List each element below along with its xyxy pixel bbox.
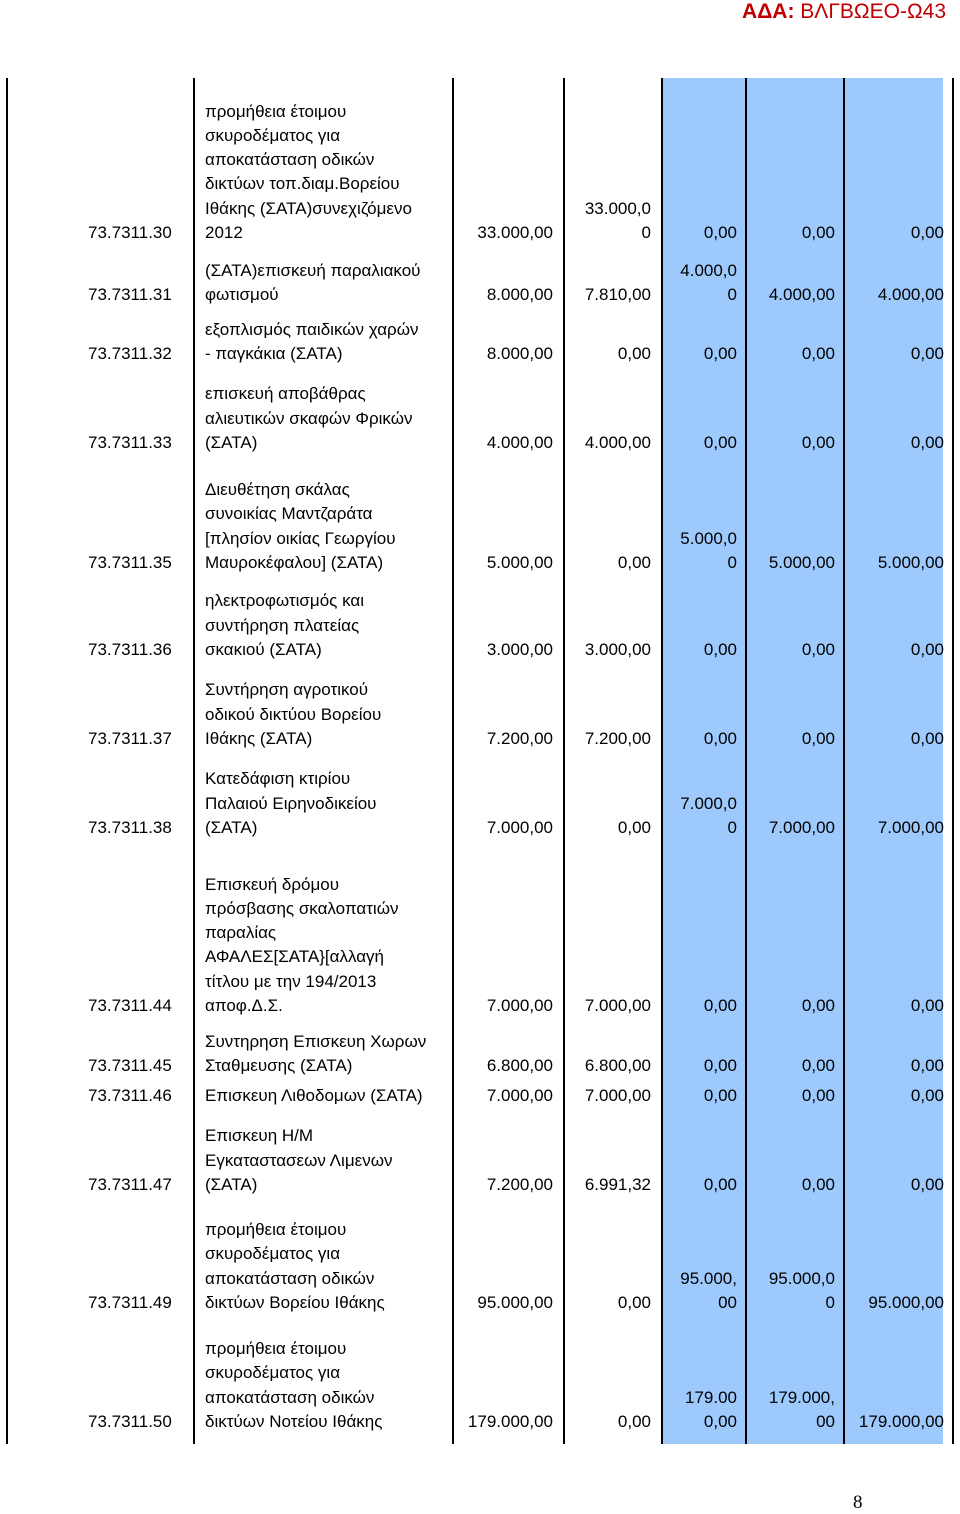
description-line: Σταθμευσης (ΣΑΤΑ) <box>205 1055 353 1075</box>
amount-line: 7.000,00 <box>486 995 553 1015</box>
row-code: 73.7311.49 <box>88 1292 172 1312</box>
row-description <box>205 382 412 455</box>
amount-line: 0,00 <box>703 995 737 1015</box>
description-line: αποκατάσταση οδικών <box>205 150 375 170</box>
amount-c4 <box>802 1084 835 1108</box>
description-line: [πλησίον οικίας Γεωργίου <box>205 528 396 548</box>
description-line: επισκευή αποβάθρας <box>205 384 366 404</box>
amount-line: 0,00 <box>703 1174 737 1194</box>
description-line: Επισκευη Η/Μ <box>205 1126 314 1146</box>
amount-c2 <box>585 1054 651 1078</box>
amount-line: 0,00 <box>910 1085 944 1105</box>
row-description <box>205 678 381 751</box>
amount-line: 7.000,00 <box>768 817 835 837</box>
row-code: 73.7311.33 <box>88 432 172 452</box>
amount-line: 00 <box>718 1292 737 1312</box>
description-line: αποκατάσταση οδικών <box>205 1268 375 1288</box>
amount-c4 <box>769 1386 835 1434</box>
description-line: δικτύων Βορείου Ιθάκης <box>205 1292 385 1312</box>
description-line: προμήθεια έτοιμου <box>205 1339 347 1359</box>
description-line: συντήρηση πλατείας <box>205 615 360 635</box>
amount-line: 0,00 <box>910 1174 944 1194</box>
amount-c4 <box>802 994 835 1018</box>
amount-line: 0,00 <box>617 343 651 363</box>
amount-line: 8.000,00 <box>486 343 553 363</box>
amount-line: 0,00 <box>801 343 835 363</box>
description-line: (ΣΑΤΑ) <box>205 432 258 452</box>
amount-line: 179.000,00 <box>467 1411 553 1431</box>
amount-c1 <box>487 638 553 662</box>
description-line: Ιθάκης (ΣΑΤΑ) <box>205 728 313 748</box>
row-code: 73.7311.37 <box>88 728 172 748</box>
row-description <box>205 318 418 366</box>
amount-line: 0,00 <box>617 1411 651 1431</box>
amount-c5 <box>911 431 944 455</box>
amount-c5 <box>868 1291 944 1315</box>
row-code: 73.7311.36 <box>88 639 172 659</box>
amount-line: 0,00 <box>910 1055 944 1075</box>
amount-c3 <box>704 342 737 366</box>
amount-c5 <box>911 221 944 245</box>
amount-c3 <box>704 1173 737 1197</box>
amount-c4 <box>769 1267 835 1315</box>
amount-line: 6.800,00 <box>486 1055 553 1075</box>
amount-line: 0,00 <box>801 728 835 748</box>
table-divider <box>745 78 747 1444</box>
amount-line: 0,00 <box>703 1085 737 1105</box>
amount-c4 <box>802 1173 835 1197</box>
description-line: Ιθάκης (ΣΑΤΑ)συνεχιζόμενο <box>205 198 412 218</box>
amount-c2 <box>585 1084 651 1108</box>
table-divider <box>452 78 454 1444</box>
row-code: 73.7311.46 <box>88 1085 172 1105</box>
description-line: συνοικίας Μαντζαράτα <box>205 504 373 524</box>
amount-c1 <box>477 221 553 245</box>
amount-line: 95.000,00 <box>477 1292 553 1312</box>
amount-c2 <box>618 1291 651 1315</box>
amount-c3 <box>680 527 737 575</box>
row-code: 73.7311.31 <box>88 284 172 304</box>
amount-line: 0,00 <box>801 639 835 659</box>
amount-c4 <box>769 816 835 840</box>
amount-c3 <box>704 1054 737 1078</box>
row-description <box>205 1084 423 1108</box>
amount-line: 0 <box>727 817 737 837</box>
amount-line: 95.000, <box>680 1268 737 1288</box>
amount-line: 7.200,00 <box>486 1174 553 1194</box>
description-line: αποκατάσταση οδικών <box>205 1387 375 1407</box>
row-code: 73.7311.35 <box>88 552 172 572</box>
amount-line: 0,00 <box>801 1174 835 1194</box>
amount-c5 <box>911 994 944 1018</box>
amount-line: 0,00 <box>703 432 737 452</box>
amount-line: 7.000,00 <box>584 1085 651 1105</box>
amount-c1 <box>487 727 553 751</box>
row-description <box>205 589 364 662</box>
amount-line: 4.000,00 <box>584 432 651 452</box>
amount-c2 <box>585 431 651 455</box>
amount-c2 <box>618 1410 651 1434</box>
row-code: 73.7311.45 <box>88 1055 172 1075</box>
page-number: 8 <box>853 1492 863 1513</box>
amount-line: 5.000,0 <box>680 528 737 548</box>
row-code: 73.7311.47 <box>88 1174 172 1194</box>
description-line: δικτύων τοπ.διαμ.Βορείου <box>205 174 400 194</box>
row-description <box>205 1218 385 1315</box>
amount-line: 179.00 <box>685 1387 737 1407</box>
description-line: παραλίας <box>205 923 277 943</box>
table-divider <box>193 78 195 1444</box>
amount-line: 0 <box>727 552 737 572</box>
amount-c2 <box>618 816 651 840</box>
amount-c3 <box>704 1084 737 1108</box>
description-line: Μαυροκέφαλου] (ΣΑΤΑ) <box>205 552 384 572</box>
description-line: προμήθεια έτοιμου <box>205 1220 347 1240</box>
description-line: Εγκαταστασεων Λιμενων <box>205 1150 393 1170</box>
amount-c4 <box>769 551 835 575</box>
amount-c1 <box>487 342 553 366</box>
amount-line: 179.000, <box>768 1387 835 1407</box>
amount-line: 7.000,00 <box>486 817 553 837</box>
amount-line: 95.000,0 <box>768 1268 835 1288</box>
amount-line: 6.991,32 <box>584 1174 651 1194</box>
amount-c1 <box>487 431 553 455</box>
amount-line: 0,00 <box>910 728 944 748</box>
amount-line: 0,00 <box>801 995 835 1015</box>
amount-c1 <box>477 1291 553 1315</box>
amount-c2 <box>585 994 651 1018</box>
amount-line: 0,00 <box>801 1085 835 1105</box>
amount-line: 4.000,00 <box>486 432 553 452</box>
description-line: Κατεδάφιση κτιρίου <box>205 769 351 789</box>
amount-line: 3.000,00 <box>584 639 651 659</box>
amount-c4 <box>802 1054 835 1078</box>
amount-c3 <box>685 1386 737 1434</box>
amount-line: 179.000,00 <box>858 1411 944 1431</box>
table-divider <box>563 78 565 1444</box>
description-line: 2012 <box>205 222 243 242</box>
table-divider <box>661 78 663 1444</box>
amount-c3 <box>704 638 737 662</box>
amount-c2 <box>585 727 651 751</box>
amount-c5 <box>911 1084 944 1108</box>
description-line: Επισκευη Λιθοδομων (ΣΑΤΑ) <box>205 1085 423 1105</box>
description-line: σκυροδέματος για <box>205 1244 341 1264</box>
amount-line: 7.200,00 <box>584 728 651 748</box>
description-line: (ΣΑΤΑ)επισκευή παραλιακού <box>205 260 421 280</box>
description-line: προμήθεια έτοιμου <box>205 101 347 121</box>
amount-line: 7.000,00 <box>877 817 944 837</box>
amount-c5 <box>878 816 944 840</box>
row-description <box>205 873 398 1018</box>
description-line: αλιευτικών σκαφών Φρικών <box>205 408 413 428</box>
amount-line: 0,00 <box>801 1055 835 1075</box>
amount-line: 5.000,00 <box>486 552 553 572</box>
amount-c2 <box>585 283 651 307</box>
amount-c2 <box>585 197 651 245</box>
amount-line: 0,00 <box>801 222 835 242</box>
description-line: σκακιού (ΣΑΤΑ) <box>205 639 322 659</box>
amount-c4 <box>769 283 835 307</box>
row-code: 73.7311.38 <box>88 817 172 837</box>
amount-c3 <box>704 994 737 1018</box>
amount-line: 4.000,00 <box>877 284 944 304</box>
table-border-right <box>952 78 954 1444</box>
table-border-left <box>6 78 8 1444</box>
amount-c3 <box>680 792 737 840</box>
description-line: οδικού δικτύου Βορείου <box>205 704 382 724</box>
row-description <box>205 1124 392 1197</box>
amount-line: 6.800,00 <box>584 1055 651 1075</box>
amount-line: 4.000,00 <box>768 284 835 304</box>
amount-c3 <box>704 221 737 245</box>
amount-line: 7.000,0 <box>680 793 737 813</box>
description-line: φωτισμού <box>205 284 279 304</box>
ada-prefix: ΑΔΑ: <box>742 0 795 23</box>
description-line: σκυροδέματος για <box>205 1363 341 1383</box>
description-line: ηλεκτροφωτισμός και <box>205 591 364 611</box>
amount-line: 8.000,00 <box>486 284 553 304</box>
amount-c3 <box>680 1267 737 1315</box>
row-code: 73.7311.50 <box>88 1411 172 1431</box>
amount-c4 <box>802 221 835 245</box>
amount-c1 <box>487 1173 553 1197</box>
amount-c5 <box>859 1410 944 1434</box>
amount-c5 <box>911 1054 944 1078</box>
amount-line: 95.000,00 <box>868 1292 944 1312</box>
amount-c1 <box>487 1084 553 1108</box>
description-line: (ΣΑΤΑ) <box>205 1174 258 1194</box>
amount-line: 0,00 <box>703 639 737 659</box>
amount-line: 0,00 <box>703 1411 737 1431</box>
amount-line: 0,00 <box>910 432 944 452</box>
amount-line: 4.000,0 <box>680 260 737 280</box>
description-line: Συντηρηση Επισκευη Χωρων <box>205 1031 427 1051</box>
amount-line: 00 <box>816 1411 835 1431</box>
amount-line: 7.810,00 <box>584 284 651 304</box>
amount-c5 <box>911 727 944 751</box>
description-line: ΑΦΑΛΕΣ[ΣΑΤΑ}[αλλαγή <box>205 947 384 967</box>
amount-c4 <box>802 431 835 455</box>
amount-line: 0,00 <box>617 1292 651 1312</box>
amount-line: 0,00 <box>617 552 651 572</box>
table-divider <box>843 78 845 1444</box>
description-line: Παλαιού Ειρηνοδικείου <box>205 793 377 813</box>
description-line: Διευθέτηση σκάλας <box>205 480 350 500</box>
amount-c1 <box>487 283 553 307</box>
description-line: Συντήρηση αγροτικού <box>205 680 369 700</box>
amount-line: 5.000,00 <box>768 552 835 572</box>
amount-c3 <box>680 259 737 307</box>
amount-c5 <box>911 638 944 662</box>
amount-line: 0,00 <box>703 222 737 242</box>
description-line: - παγκάκια (ΣΑΤΑ) <box>205 343 343 363</box>
amount-c5 <box>911 342 944 366</box>
row-description <box>205 767 376 840</box>
amount-c2 <box>585 1173 651 1197</box>
description-line: πρόσβασης σκαλοπατιών <box>205 899 399 918</box>
amount-line: 33.000,0 <box>584 198 651 218</box>
amount-c4 <box>802 342 835 366</box>
row-description <box>205 259 420 307</box>
amount-line: 0,00 <box>801 432 835 452</box>
row-code: 73.7311.30 <box>88 222 172 242</box>
amount-c1 <box>468 1410 553 1434</box>
amount-line: 5.000,00 <box>877 552 944 572</box>
amount-line: 0,00 <box>703 1055 737 1075</box>
amount-line: 7.200,00 <box>486 728 553 748</box>
amount-c1 <box>487 994 553 1018</box>
amount-line: 7.000,00 <box>584 995 651 1015</box>
amount-line: 7.000,00 <box>486 1085 553 1105</box>
row-description <box>205 1337 382 1434</box>
description-line: Επισκευή δρόμου <box>205 874 340 894</box>
amount-line: 0,00 <box>617 817 651 837</box>
amount-c4 <box>802 638 835 662</box>
row-description <box>205 478 396 575</box>
amount-c5 <box>911 1173 944 1197</box>
amount-line: 0,00 <box>910 222 944 242</box>
amount-c1 <box>487 1054 553 1078</box>
description-line: δικτύων Νοτείου Ιθάκης <box>205 1411 383 1431</box>
description-line: σκυροδέματος για <box>205 126 341 145</box>
amount-c4 <box>802 727 835 751</box>
amount-line: 0,00 <box>910 343 944 363</box>
amount-c5 <box>878 551 944 575</box>
amount-line: 0 <box>641 222 651 242</box>
amount-c3 <box>704 431 737 455</box>
amount-c2 <box>618 551 651 575</box>
description-line: αποφ.Δ.Σ. <box>205 995 283 1015</box>
amount-c3 <box>704 727 737 751</box>
amount-line: 0,00 <box>703 728 737 748</box>
description-line: (ΣΑΤΑ) <box>205 817 258 837</box>
amount-c1 <box>487 551 553 575</box>
amount-c5 <box>878 283 944 307</box>
description-line: εξοπλισμός παιδικών χαρών <box>205 319 419 339</box>
amount-line: 0,00 <box>910 639 944 659</box>
amount-c1 <box>487 816 553 840</box>
description-line: τίτλου με την 194/2013 <box>205 971 377 991</box>
amount-c2 <box>618 342 651 366</box>
amount-line: 0,00 <box>703 343 737 363</box>
row-description <box>205 100 412 245</box>
amount-line: 0 <box>727 284 737 304</box>
ada-code: ΒΛΓΒΩΕΟ-Ω43 <box>800 0 946 23</box>
row-code: 73.7311.32 <box>88 343 172 363</box>
amount-line: 0,00 <box>910 995 944 1015</box>
row-description <box>205 1030 426 1078</box>
amount-line: 33.000,00 <box>477 222 553 242</box>
amount-line: 0 <box>825 1292 835 1312</box>
row-code: 73.7311.44 <box>88 995 172 1015</box>
amount-line: 3.000,00 <box>486 639 553 659</box>
amount-c2 <box>585 638 651 662</box>
